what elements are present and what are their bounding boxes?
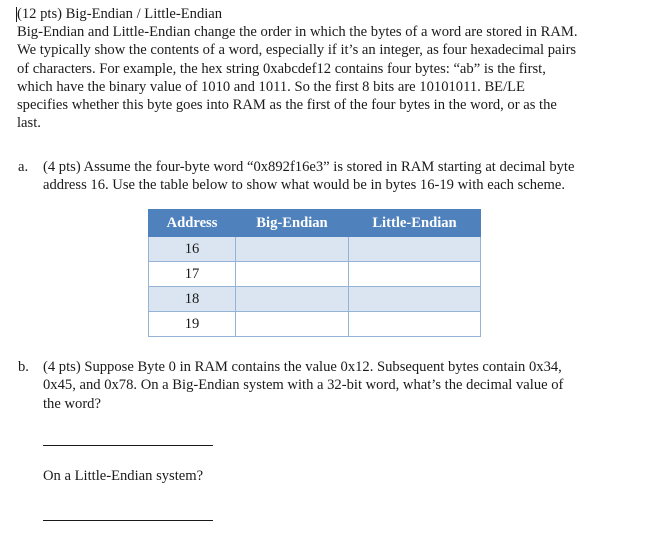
intro-line: of characters. For example, the hex string 0xabcdef12 contains four bytes: “ab” is the first, — [17, 60, 546, 77]
big-endian-cell[interactable] — [236, 262, 349, 287]
part-b-line: (4 pts) Suppose Byte 0 in RAM contains the value 0x12. Subsequent bytes contain 0x34, — [43, 359, 562, 375]
address-cell: 16 — [149, 237, 236, 262]
part-a-label: a. — [18, 159, 29, 175]
intro-line: We typically show the contents of a word, especially if it’s an integer, as four hexadecimal pairs — [17, 42, 577, 59]
table-row — [149, 262, 481, 287]
big-endian-answer-line[interactable] — [43, 445, 213, 446]
intro-line: last. — [17, 115, 41, 132]
header-address: Address — [149, 210, 236, 237]
intro-line: specifies whether this byte goes into RAM as the first of the four bytes in the word, or as the — [17, 97, 557, 114]
header-big-endian: Big-Endian — [236, 210, 349, 237]
little-endian-cell[interactable] — [349, 262, 481, 287]
address-cell: 18 — [149, 287, 236, 312]
little-endian-answer-line[interactable] — [43, 520, 213, 521]
big-endian-cell[interactable] — [236, 287, 349, 312]
table-row — [149, 237, 481, 262]
intro-line: Big-Endian and Little-Endian change the order in which the bytes of a word are stored in RAM. — [17, 24, 578, 40]
part-b-label: b. — [18, 359, 29, 375]
table-header-row — [149, 210, 481, 237]
problem-heading: (12 pts) Big-Endian / Little-Endian — [17, 6, 223, 22]
part-b-line: 0x45, and 0x78. On a Big-Endian system with a 32-bit word, what’s the decimal value of — [43, 377, 564, 394]
table-row — [149, 312, 481, 337]
header-little-endian: Little-Endian — [349, 210, 481, 237]
intro-paragraph — [17, 23, 647, 133]
little-endian-question: On a Little-Endian system? — [43, 468, 204, 484]
big-endian-cell[interactable] — [236, 237, 349, 262]
table-row — [149, 287, 481, 312]
part-a-line: (4 pts) Assume the four-byte word “0x892f16e3” is stored in RAM starting at decimal byte — [43, 159, 575, 175]
part-b-line: the word? — [43, 395, 101, 412]
part-a-question — [43, 158, 574, 195]
big-endian-cell[interactable] — [236, 312, 349, 337]
part-a-line: address 16. Use the table below to show what would be in bytes 16-19 with each scheme. — [43, 177, 566, 194]
little-endian-cell[interactable] — [349, 287, 481, 312]
little-endian-cell[interactable] — [349, 312, 481, 337]
endian-table — [148, 209, 481, 337]
address-cell: 17 — [149, 262, 236, 287]
part-b-question — [43, 358, 563, 413]
address-cell: 19 — [149, 312, 236, 337]
little-endian-cell[interactable] — [349, 237, 481, 262]
intro-line: which have the binary value of 1010 and 1011. So the first 8 bits are 10101011. BE/LE — [17, 78, 525, 95]
